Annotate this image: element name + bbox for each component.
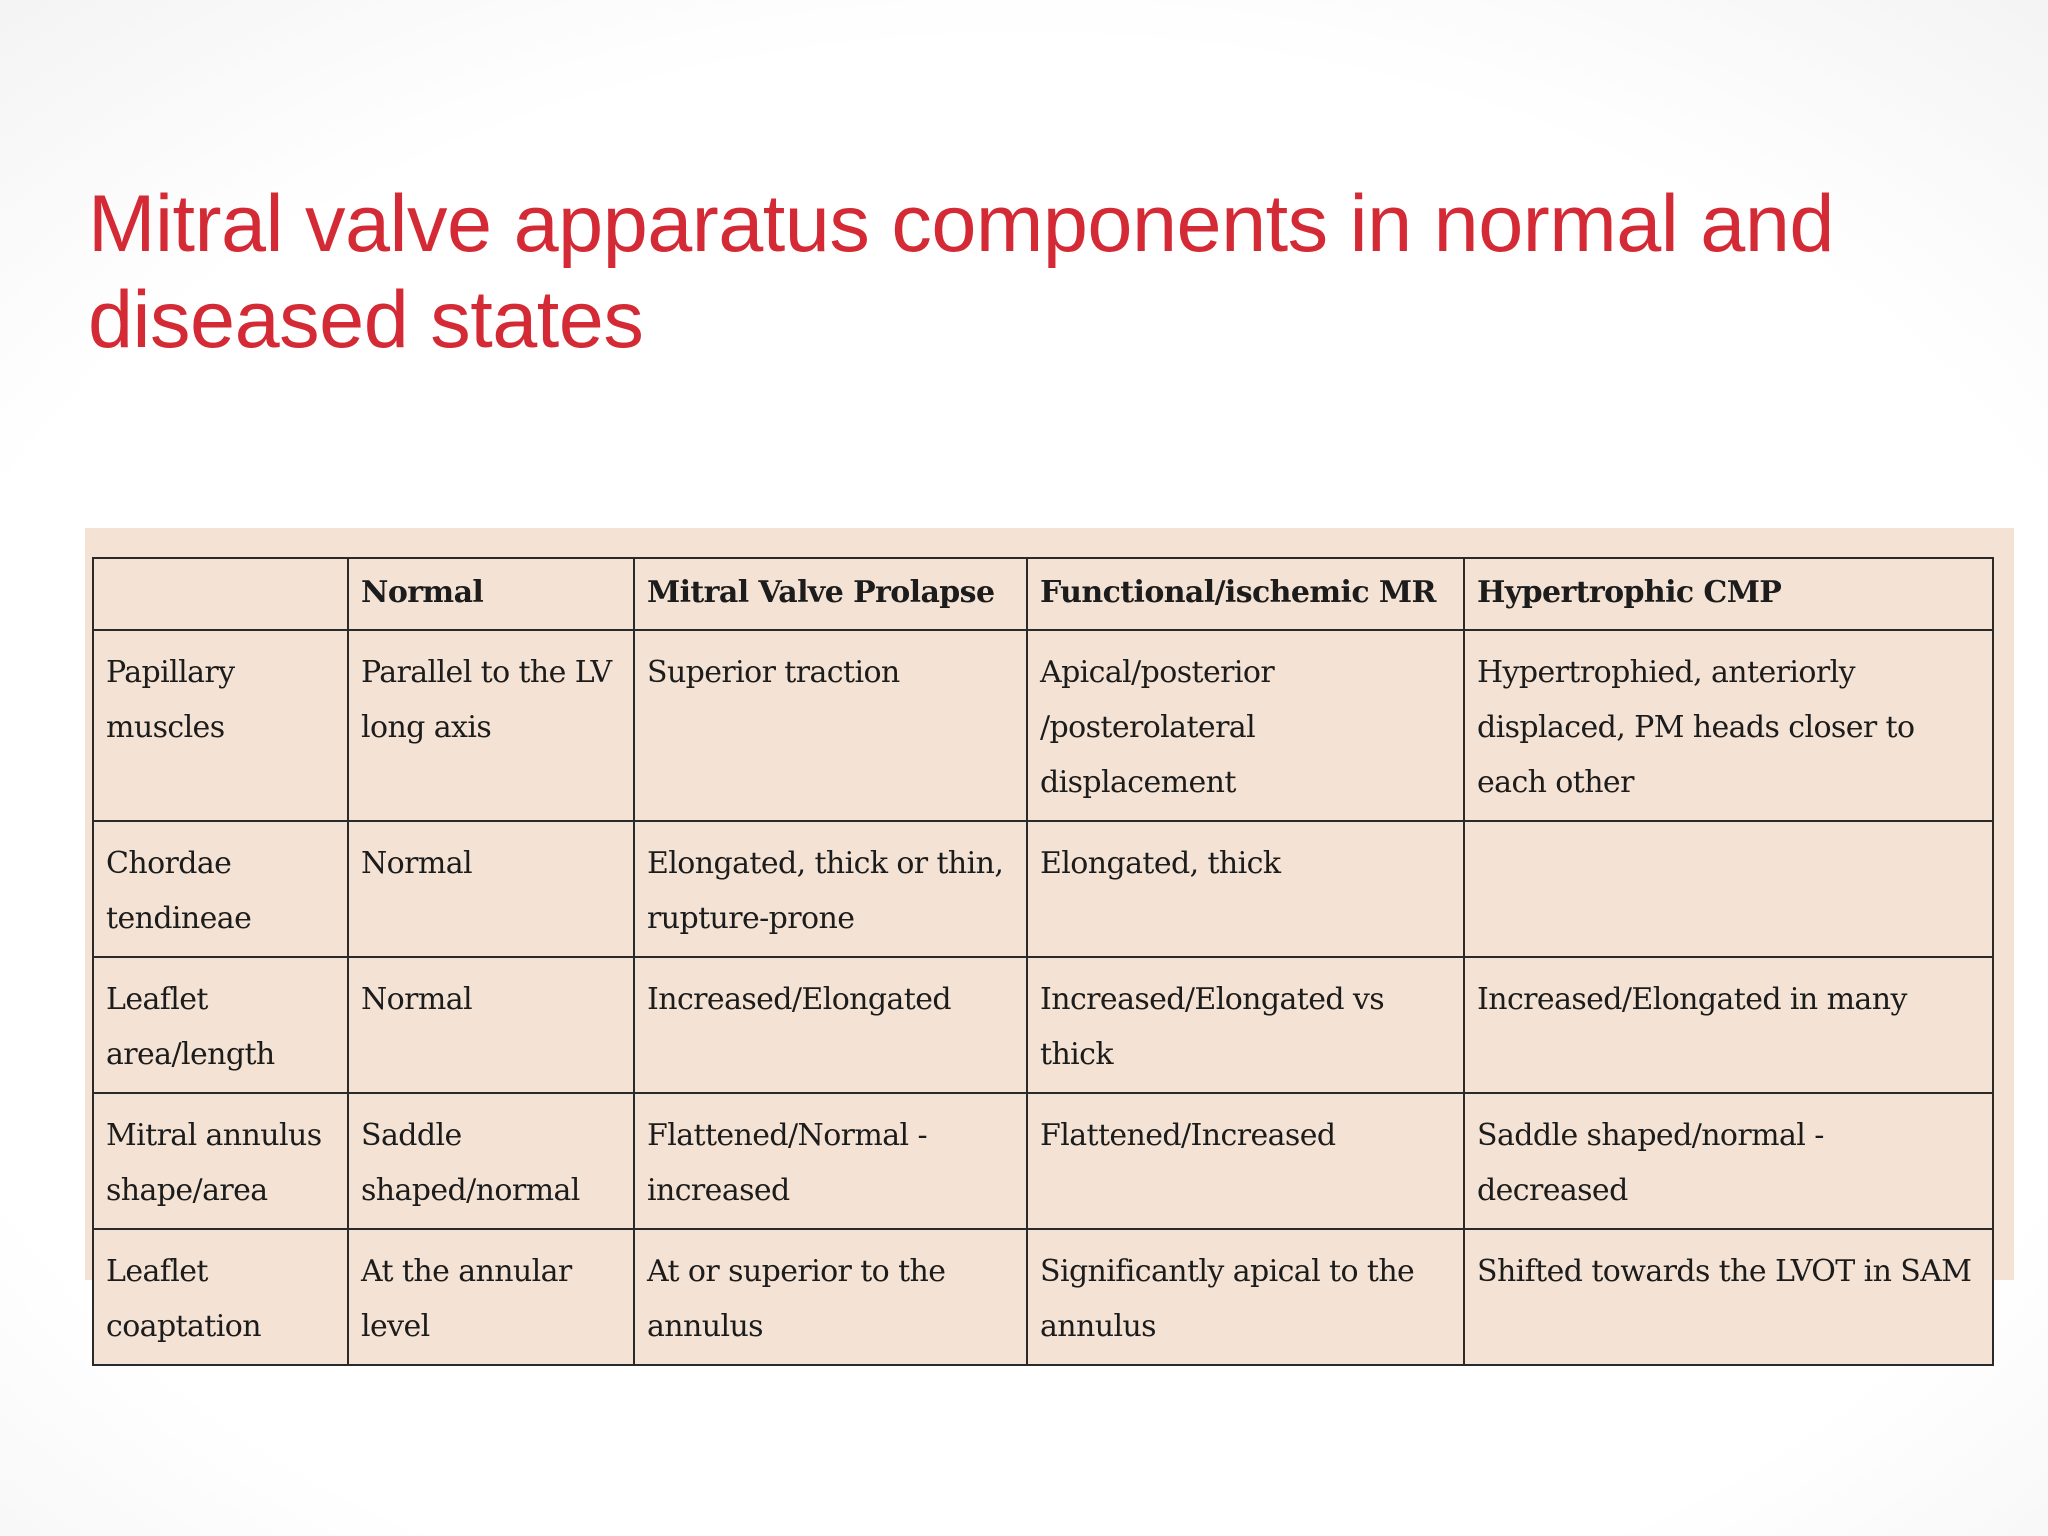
mvp-cell: Increased/Elongated [634,957,1027,1093]
header-cell-mvp: Mitral Valve Prolapse [634,558,1027,630]
header-cell-component [93,558,348,630]
mvp-cell: Flattened/Normal - increased [634,1093,1027,1229]
normal-cell: Normal [348,957,634,1093]
functional-mr-cell: Increased/Elongated vs thick [1027,957,1464,1093]
normal-cell: Parallel to the LV long axis [348,630,634,821]
row-label-cell: Mitral annulus shape/area [93,1093,348,1229]
header-row [93,558,1993,630]
table-row [93,957,1993,1093]
mvp-cell: Superior traction [634,630,1027,821]
table-row [93,630,1993,821]
hcm-cell: Increased/Elongated in many [1464,957,1993,1093]
normal-cell: Saddle shaped/normal [348,1093,634,1229]
normal-cell: At the annular level [348,1229,634,1365]
row-label-cell: Papillary muscles [93,630,348,821]
mvp-cell: At or superior to the annulus [634,1229,1027,1365]
functional-mr-cell: Flattened/Increased [1027,1093,1464,1229]
mvp-cell: Elongated, thick or thin, rupture-prone [634,821,1027,957]
functional-mr-cell: Significantly apical to the annulus [1027,1229,1464,1365]
header-cell-functional-mr: Functional/ischemic MR [1027,558,1464,630]
normal-cell: Normal [348,821,634,957]
hcm-cell: Saddle shaped/normal - decreased [1464,1093,1993,1229]
table-row [93,821,1993,957]
table-row [93,1229,1993,1365]
comparison-table [92,557,1994,1366]
table-panel [85,528,2014,1344]
functional-mr-cell: Apical/posterior /posterolateral displacement [1027,630,1464,821]
row-label-cell: Leaflet coaptation [93,1229,348,1365]
row-label-cell: Chordae tendineae [93,821,348,957]
hcm-cell [1464,821,1993,957]
functional-mr-cell: Elongated, thick [1027,821,1464,957]
row-label-cell: Leaflet area/length [93,957,348,1093]
header-cell-normal: Normal [348,558,634,630]
table-row [93,1093,1993,1229]
slide-title: Mitral valve apparatus components in normal and diseased states [88,179,1834,365]
header-cell-hcm: Hypertrophic CMP [1464,558,1993,630]
hcm-cell: Shifted towards the LVOT in SAM [1464,1229,1993,1365]
hcm-cell: Hypertrophied, anteriorly displaced, PM heads closer to each other [1464,630,1993,821]
